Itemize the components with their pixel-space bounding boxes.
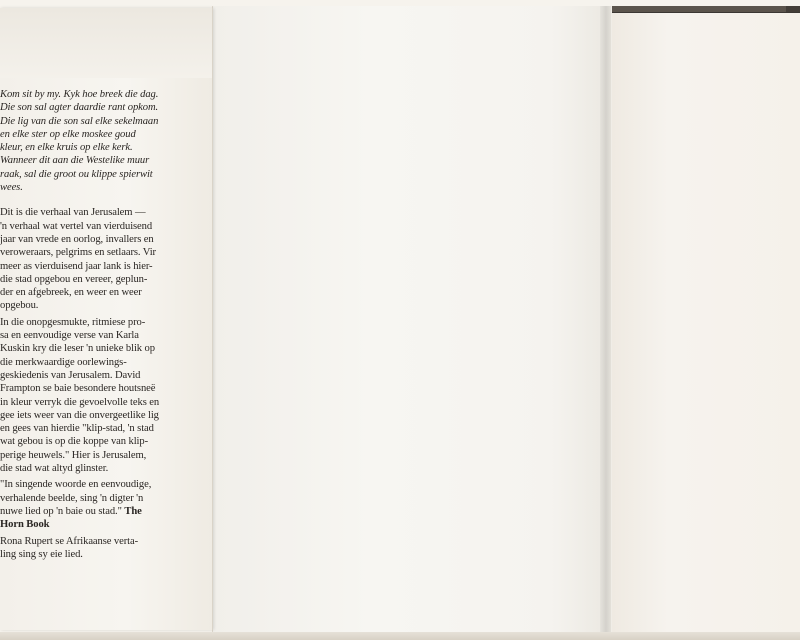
- quote-line: Wanneer dit aan die Westelike muur: [0, 155, 150, 167]
- flap-text-block: [0, 88, 206, 561]
- body-line: sa en eenvoudige verse van Karla: [0, 330, 139, 342]
- body-line: die stad opgebou en vereer, geplun-: [0, 273, 148, 285]
- body-line: die merkwaardige oorlewings-: [0, 356, 127, 368]
- right-blank-panel: [612, 12, 800, 637]
- body-line: veroweraars, pelgrims en setlaars. Vir: [0, 247, 156, 259]
- middle-blank-panel: [212, 6, 611, 634]
- body-line: Rona Rupert se Afrikaanse verta-: [0, 535, 138, 547]
- quote-line: Die lig van die son sal elke sekelmaan: [0, 115, 159, 127]
- quote-line: en elke ster op elke moskee goud: [0, 128, 136, 140]
- quote-line: kleur, en elke kruis op elke kerk.: [0, 142, 133, 154]
- flap-body: [0, 206, 206, 561]
- body-line: "In singende woorde en eenvoudige,: [0, 479, 152, 491]
- body-line: die stad wat altyd glinster.: [0, 463, 109, 475]
- body-line: gee iets weer van die onvergeetlike lig: [0, 409, 159, 421]
- body-line: [0, 505, 206, 518]
- body-line: Kuskin kry die leser 'n unieke blik op: [0, 343, 155, 355]
- source-name: The: [124, 505, 142, 517]
- body-line: wat gebou is op die koppe van klip-: [0, 436, 149, 448]
- body-line: Frampton se baie besondere houtsneë: [0, 383, 156, 395]
- body-line: jaar van vrede en oorlog, invallers en: [0, 233, 154, 245]
- body-line: opgebou.: [0, 300, 39, 312]
- body-line: en gees van hierdie "klip-stad, 'n stad: [0, 423, 154, 435]
- body-line: ling sing sy eie lied.: [0, 548, 83, 560]
- middle-fold-crease: [600, 6, 612, 634]
- bottom-edge: [0, 632, 800, 640]
- body-line: 'n verhaal wat vertel van vierduisend: [0, 220, 153, 232]
- body-line-text: nuwe lied op 'n baie ou stad.": [0, 505, 122, 517]
- left-jacket-flap: [0, 8, 213, 630]
- quote-line: Die son sal agter daardie rant opkom.: [0, 102, 159, 114]
- body-line: verhalende beelde, sing 'n digter 'n: [0, 492, 144, 504]
- body-line: In die onopgesmukte, ritmiese pro-: [0, 316, 146, 328]
- flap-top-band: [0, 8, 212, 78]
- body-line: der en afgebreek, en weer en weer: [0, 287, 142, 299]
- quote-line: wees.: [0, 182, 23, 194]
- body-line: Dit is die verhaal van Jerusalem —: [0, 207, 146, 219]
- source-name: Horn Book: [0, 519, 50, 531]
- body-line: meer as vierduisend jaar lank is hier-: [0, 260, 153, 272]
- quote-line: Kom sit by my. Kyk hoe breek die dag.: [0, 89, 159, 100]
- quote-line: raak, sal die groot ou klippe spierwit: [0, 168, 153, 180]
- body-line: perige heuwels." Hier is Jerusalem,: [0, 449, 147, 461]
- flap-quote: [0, 88, 206, 194]
- body-line: in kleur verryk die gevoelvolle teks en: [0, 396, 160, 408]
- body-line: geskiedenis van Jerusalem. David: [0, 369, 141, 381]
